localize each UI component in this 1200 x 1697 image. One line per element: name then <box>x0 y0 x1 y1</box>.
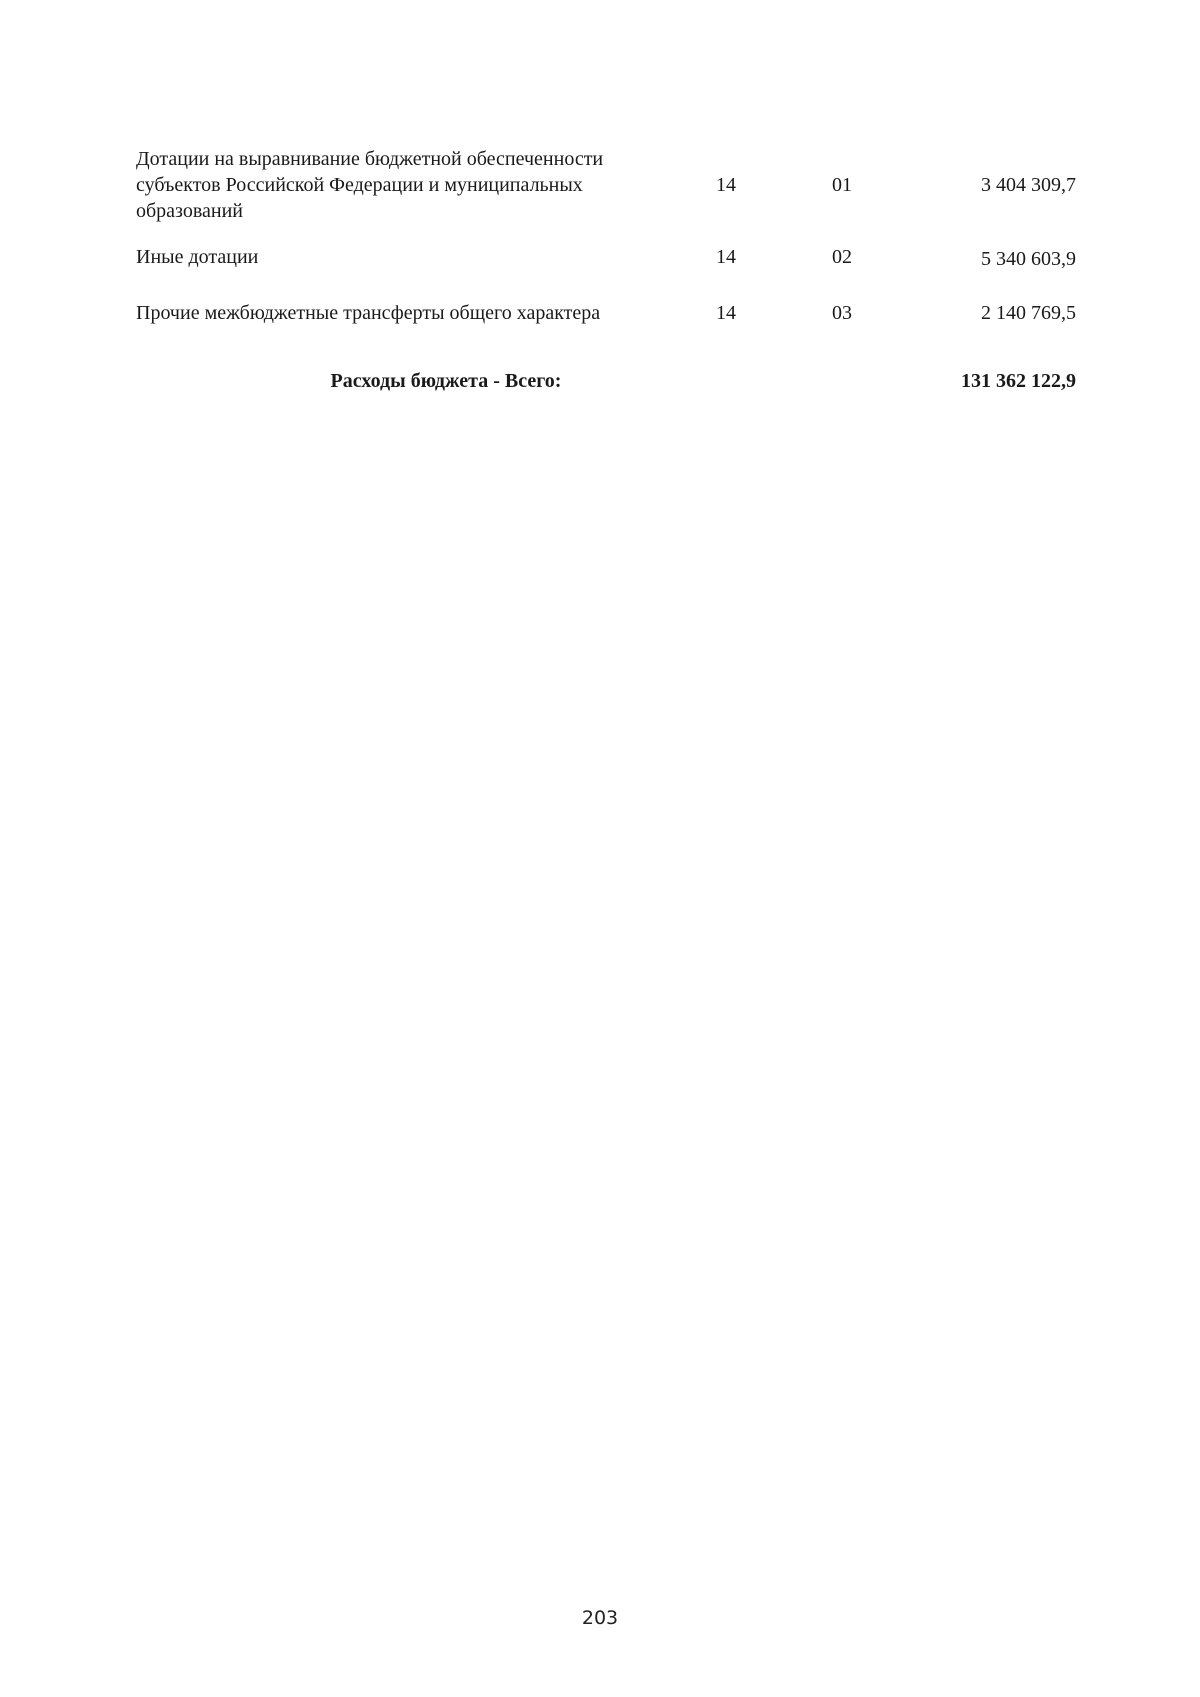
row-subsection: 03 <box>832 302 852 324</box>
row-section: 14 <box>716 302 736 324</box>
row-section: 14 <box>716 246 736 268</box>
row-amount: 2 140 769,5 <box>981 302 1076 324</box>
total-label: Расходы бюджета - Всего: <box>330 370 562 392</box>
page-number: 203 <box>581 1607 619 1629</box>
table-row <box>136 244 1076 270</box>
table-row <box>136 146 1076 226</box>
row-amount: 5 340 603,9 <box>981 248 1076 270</box>
row-name: Прочие межбюджетные трансферты общего характера <box>136 302 601 324</box>
row-subsection: 02 <box>832 246 852 268</box>
table-row <box>136 300 1076 326</box>
row-section: 14 <box>716 174 736 196</box>
total-amount: 131 362 122,9 <box>961 370 1076 392</box>
row-subsection: 01 <box>832 174 852 196</box>
row-name: Иные дотации <box>136 246 259 268</box>
row-name: Дотации на выравнивание бюджетной обеспеченности субъектов Российской Федерации и муниципальных образований <box>136 148 604 222</box>
row-amount: 3 404 309,7 <box>981 174 1076 196</box>
